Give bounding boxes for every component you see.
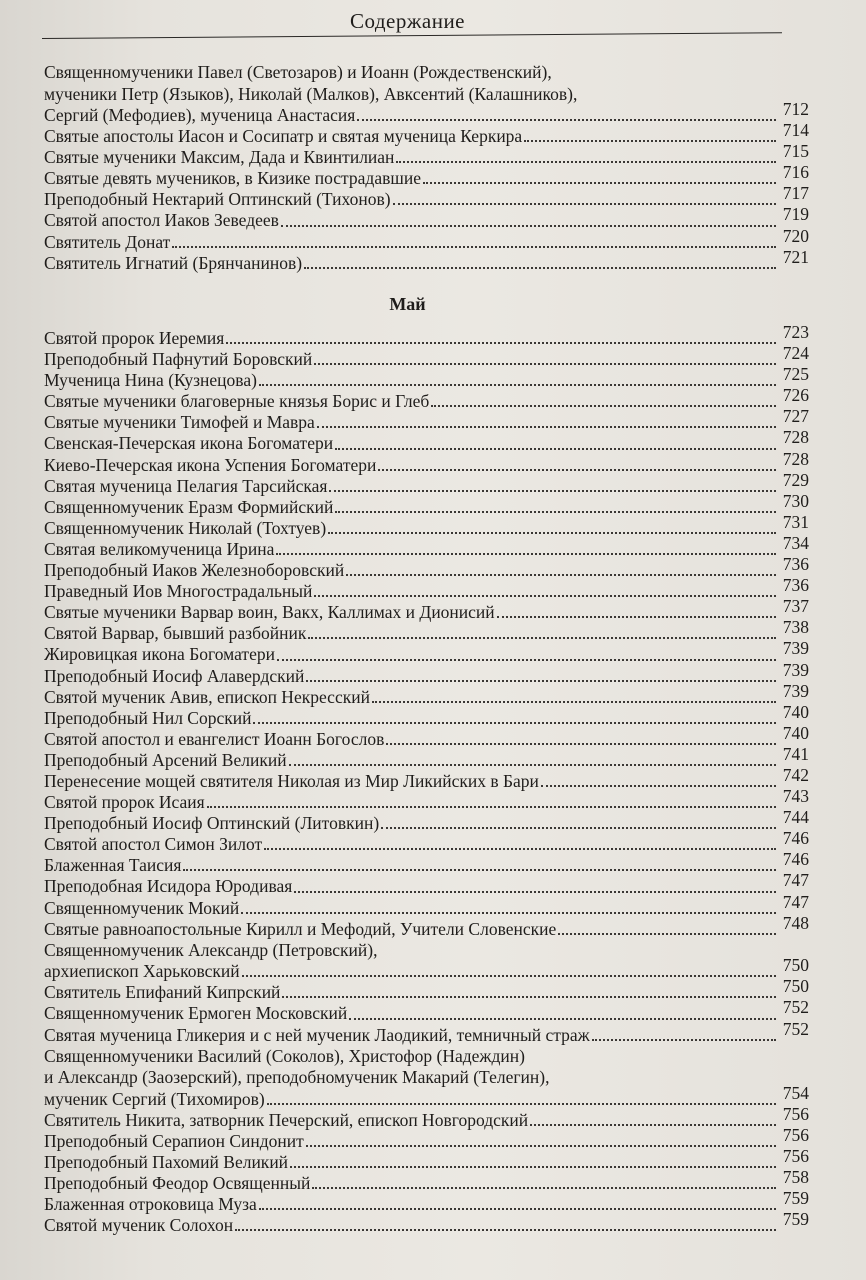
toc-entry-title: Преподобный Нил Сорский (44, 707, 252, 728)
toc-entry-page: 747 (782, 891, 809, 912)
toc-entry-page: 756 (782, 1145, 809, 1166)
toc-entry-title: Святой пророк Иеремия (44, 328, 225, 348)
dot-leader (335, 511, 776, 513)
toc-entry[interactable] (44, 638, 809, 665)
toc-entry-title: Святой мученик Авив, епископ Некресский (44, 686, 370, 707)
toc-entry-page: 759 (782, 1209, 809, 1230)
dot-leader (357, 119, 776, 121)
toc-entry-title: Преподобный Пафнутий Боровский (44, 349, 313, 370)
dot-leader (396, 161, 776, 163)
dot-leader (386, 743, 776, 745)
toc-entry-page: 740 (782, 701, 809, 722)
toc-entry-page: 747 (782, 870, 809, 891)
toc-entry-title: Святой пророк Исаия (44, 792, 205, 813)
toc-entry[interactable] (44, 183, 809, 210)
dot-leader (372, 701, 776, 703)
toc-entry-title: Мученица Нина (Кузнецова) (44, 370, 257, 391)
toc-entry[interactable] (44, 364, 809, 391)
dot-leader (335, 448, 776, 450)
dot-leader (592, 1039, 776, 1041)
toc-entry-page: 724 (782, 343, 809, 364)
toc-entry-page: 731 (782, 511, 809, 532)
toc-entry[interactable] (44, 807, 809, 834)
toc-entry[interactable] (44, 141, 809, 168)
dot-leader (314, 363, 776, 365)
toc-entry-page: 756 (782, 1124, 809, 1145)
toc-entry-title: Святитель Донат (44, 231, 171, 252)
toc-entry-title: Киево-Печерская икона Успения Богоматери (44, 454, 377, 475)
dot-leader (306, 1145, 776, 1147)
toc-entry-title: Блаженная отроковица Муза (44, 1194, 257, 1215)
toc-entry-title: Святые мученики Варвар воин, Вакх, Каллимах и Дионисий (44, 602, 495, 623)
toc-entry-title: Святитель Никита, затворник Печерский, епископ Новгородский (44, 1109, 529, 1130)
toc-entry-page: 736 (782, 554, 809, 575)
toc-entry-title: Святые апостолы Иасон и Сосипатр и святая мученица Керкира (44, 126, 523, 147)
dot-leader (253, 722, 776, 724)
toc-entry-title: Святитель Епифаний Кипрский (44, 982, 281, 1003)
toc-entry[interactable] (44, 786, 809, 813)
toc-entry-page: 727 (782, 406, 809, 427)
toc-entry-page: 742 (782, 764, 809, 785)
dot-leader (308, 637, 776, 639)
toc-entry-page: 741 (782, 743, 809, 764)
dot-leader (381, 827, 776, 829)
toc-entry[interactable] (44, 680, 809, 708)
toc-entry[interactable] (44, 596, 809, 623)
toc-entry[interactable] (44, 385, 809, 412)
dot-leader (241, 912, 776, 914)
toc-entry[interactable] (44, 120, 809, 147)
toc-entry-page: 739 (782, 638, 809, 659)
dot-leader (431, 405, 776, 407)
toc-entry-page: 714 (782, 120, 809, 141)
dot-leader (290, 1166, 776, 1168)
toc-entry[interactable] (44, 1166, 809, 1194)
dot-leader (329, 490, 776, 492)
toc-entry-page: 728 (782, 427, 809, 448)
dot-leader (294, 891, 776, 893)
dot-leader (314, 595, 776, 597)
toc-entry-page: 759 (782, 1188, 809, 1209)
dot-leader (306, 680, 776, 682)
dot-leader (349, 1018, 776, 1020)
section-title-may: Май (389, 294, 426, 314)
toc-entry-title: Преподобная Исидора Юродивая (44, 876, 293, 897)
toc-entry-title: Преподобный Серапион Синдонит (44, 1130, 304, 1151)
toc-entry-title: Преподобный Пахомий Великий (44, 1151, 289, 1172)
toc-entry-title: Святая мученица Гликерия и с ней мученик Лаодикий, темничный страж (44, 1024, 590, 1045)
toc-entry-page: 712 (782, 99, 809, 119)
dot-leader (378, 469, 776, 471)
dot-leader (277, 659, 776, 661)
dot-leader (259, 384, 776, 386)
toc-entry-page: 746 (782, 849, 809, 870)
toc-entry-page: 737 (782, 596, 809, 617)
toc-entry-page: 750 (782, 955, 809, 976)
toc-entry-title: Святые мученики благоверные князья Борис и Глеб (44, 391, 430, 412)
dot-leader (226, 342, 776, 344)
dot-leader (259, 1208, 776, 1210)
dot-leader (276, 553, 776, 555)
toc-entry-title: Преподобный Арсений Великий (44, 749, 287, 770)
toc-entry[interactable] (44, 1103, 809, 1131)
toc-entry[interactable] (44, 976, 809, 1003)
toc-entry[interactable] (44, 246, 809, 274)
toc-entry-page: 715 (782, 141, 809, 162)
toc-entry[interactable] (44, 997, 809, 1024)
toc-entry-page: 723 (782, 322, 809, 342)
toc-entry[interactable] (44, 912, 809, 940)
dot-leader (172, 246, 776, 248)
toc-entry-title: архиепископ Харьковский (44, 961, 240, 982)
toc-entry[interactable] (44, 427, 809, 454)
dot-leader (281, 225, 776, 227)
dot-leader (317, 426, 776, 428)
dot-leader (541, 785, 776, 787)
toc-entry-page: 720 (782, 225, 809, 246)
toc-entry[interactable] (44, 554, 809, 581)
toc-entry[interactable] (44, 575, 809, 602)
toc-entry-title: Свенская-Печерская икона Богоматери (44, 433, 334, 454)
toc-entry[interactable] (44, 406, 809, 433)
toc-entry[interactable] (44, 722, 809, 750)
dot-leader (289, 764, 776, 766)
toc-entry-title: Святая мученица Пелагия Тарсийская (44, 475, 328, 496)
toc-entry-title: Преподобный Феодор Освященный (44, 1172, 311, 1193)
toc-entry[interactable] (44, 870, 809, 897)
toc-entry-page: 750 (782, 976, 809, 997)
toc-entry-page: 725 (782, 364, 809, 385)
toc-entry[interactable] (44, 828, 809, 855)
toc-entry-line: Священномученики Василий (Соколов), Христофор (Надеждин) (44, 1045, 525, 1066)
toc-entry-line: Священномученик Александр (Петровский), (44, 939, 378, 960)
toc-entry[interactable] (44, 743, 809, 771)
toc-entry-title: Святитель Игнатий (Брянчанинов) (44, 252, 303, 273)
toc-entry[interactable] (44, 162, 809, 189)
toc-entry-title: Блаженная Таисия (44, 855, 182, 876)
toc-entry[interactable] (44, 849, 809, 876)
toc-entry-title: Сергий (Мефодиев), мученица Анастасия (44, 105, 356, 125)
dot-leader (267, 1103, 776, 1105)
toc-entry-page: 729 (782, 469, 809, 490)
toc-entry[interactable] (44, 659, 809, 687)
toc-entry-page: 739 (782, 659, 809, 680)
toc-entry-line: Священномученики Павел (Светозаров) и Иоанн (Рождественский), (44, 62, 552, 82)
toc-entry[interactable] (44, 617, 809, 644)
toc-entry-title: Священномученик Николай (Тохтуев) (44, 517, 327, 538)
toc-entry-page: 754 (782, 1082, 809, 1103)
toc-entry-title: Преподобный Нектарий Оптинский (Тихонов) (44, 189, 391, 210)
toc-entry-title: Святая великомученица Ирина (44, 538, 275, 559)
dot-leader (530, 1124, 776, 1126)
toc-entry-title: Святой апостол Симон Зилот (44, 834, 263, 855)
toc-entry-line: мученики Петр (Языков), Николай (Малков), Авксентий (Калашников), (44, 83, 578, 104)
toc-entry-page: 721 (782, 246, 809, 267)
toc-entry-title: Святой апостол и евангелист Иоанн Богослов (44, 728, 385, 749)
toc-entry[interactable] (44, 764, 809, 792)
dot-leader (346, 574, 776, 576)
toc-entry[interactable] (44, 448, 809, 476)
dot-leader (497, 616, 776, 618)
toc-entry-title: Святые мученики Тимофей и Мавра (44, 412, 315, 433)
toc-entry-page: 738 (782, 617, 809, 638)
toc-entry-title: Преподобный Иосиф Оптинский (Литовкин) (44, 813, 380, 834)
toc-entry-page: 739 (782, 680, 809, 701)
toc-entry-page: 719 (782, 204, 809, 225)
toc-entry-page: 746 (782, 828, 809, 849)
toc-list-previous-month (44, 62, 809, 274)
toc-entry[interactable] (44, 1188, 809, 1215)
toc-entry-title: Праведный Иов Многострадальный (44, 581, 313, 602)
dot-leader (328, 532, 776, 534)
toc-entry-page: 740 (782, 722, 809, 743)
toc-entry[interactable] (44, 225, 809, 253)
toc-entry[interactable] (44, 1018, 809, 1046)
dot-leader (235, 1229, 776, 1231)
toc-entry[interactable] (44, 1145, 809, 1173)
toc-entry-title: Перенесение мощей святителя Николая из Мир Ликийских в Бари (44, 770, 539, 791)
toc-entry-page: 752 (782, 1018, 809, 1039)
toc-entry[interactable] (44, 1082, 809, 1110)
dot-leader (304, 267, 776, 269)
dot-leader (393, 203, 776, 205)
toc-entry-line: и Александр (Заозерский), преподобномученик Макарий (Телегин), (44, 1067, 550, 1088)
toc-entry[interactable] (44, 322, 809, 349)
toc-entry-title: Священномученик Мокий (44, 897, 240, 918)
toc-entry[interactable] (44, 701, 809, 729)
toc-entry-title: Святые мученики Максим, Дада и Квинтилиан (44, 147, 395, 168)
toc-entry[interactable] (44, 1209, 809, 1236)
toc-entry[interactable] (44, 532, 809, 560)
toc-entry-title: Священномученик Еразм Формийский (44, 496, 334, 517)
toc-entry[interactable] (44, 511, 809, 539)
toc-entry[interactable] (44, 99, 809, 126)
dot-leader (423, 182, 776, 184)
toc-entry[interactable] (44, 490, 809, 518)
toc-entry-title: Святой мученик Солохон (44, 1215, 234, 1236)
dot-leader (312, 1187, 776, 1189)
toc-entry-page: 748 (782, 912, 809, 933)
toc-entry[interactable] (44, 343, 809, 370)
toc-entry-title: Святые девять мучеников, в Кизике пострадавшие (44, 168, 421, 189)
toc-entry-page: 752 (782, 997, 809, 1018)
toc-entry-page: 758 (782, 1166, 809, 1187)
toc-entry-title: Святой Варвар, бывший разбойник (44, 623, 307, 644)
toc-entry-page: 743 (782, 786, 809, 807)
running-head-title: Содержание (349, 9, 466, 33)
toc-entry[interactable] (44, 1124, 809, 1152)
toc-entry[interactable] (44, 891, 809, 919)
toc-entry-page: 736 (782, 575, 809, 596)
toc-entry-page: 744 (782, 807, 809, 828)
toc-entry-title: Святые равноапостольные Кирилл и Мефодий, Учители Словенские (44, 918, 557, 939)
dot-leader (282, 996, 776, 998)
toc-entry[interactable] (44, 204, 809, 231)
dot-leader (183, 869, 776, 871)
toc-entry-title: Священномученик Ермоген Московский (44, 1003, 348, 1024)
toc-entry-page: 734 (782, 532, 809, 553)
toc-entry-title: Преподобный Иосиф Алавердский (44, 665, 305, 686)
toc-entry-title: Преподобный Иаков Железноборовский (44, 560, 345, 581)
dot-leader (558, 933, 776, 935)
dot-leader (264, 848, 776, 850)
toc-list-may (44, 322, 809, 1236)
toc-entry-page: 728 (782, 448, 809, 469)
toc-entry-page: 717 (782, 183, 809, 204)
dot-leader (242, 975, 776, 977)
toc-entry-page: 726 (782, 385, 809, 406)
toc-entry-page: 716 (782, 162, 809, 183)
dot-leader (524, 140, 776, 142)
toc-entry[interactable] (44, 469, 809, 497)
toc-entry-title: мученик Сергий (Тихомиров) (44, 1088, 265, 1109)
toc-entry-title: Святой апостол Иаков Зеведеев (44, 210, 279, 231)
toc-entry-page: 730 (782, 490, 809, 511)
toc-entry-page: 756 (782, 1103, 809, 1124)
toc-entry[interactable] (44, 955, 809, 982)
toc-entry-title: Жировицкая икона Богоматери (44, 644, 275, 665)
dot-leader (207, 806, 776, 808)
